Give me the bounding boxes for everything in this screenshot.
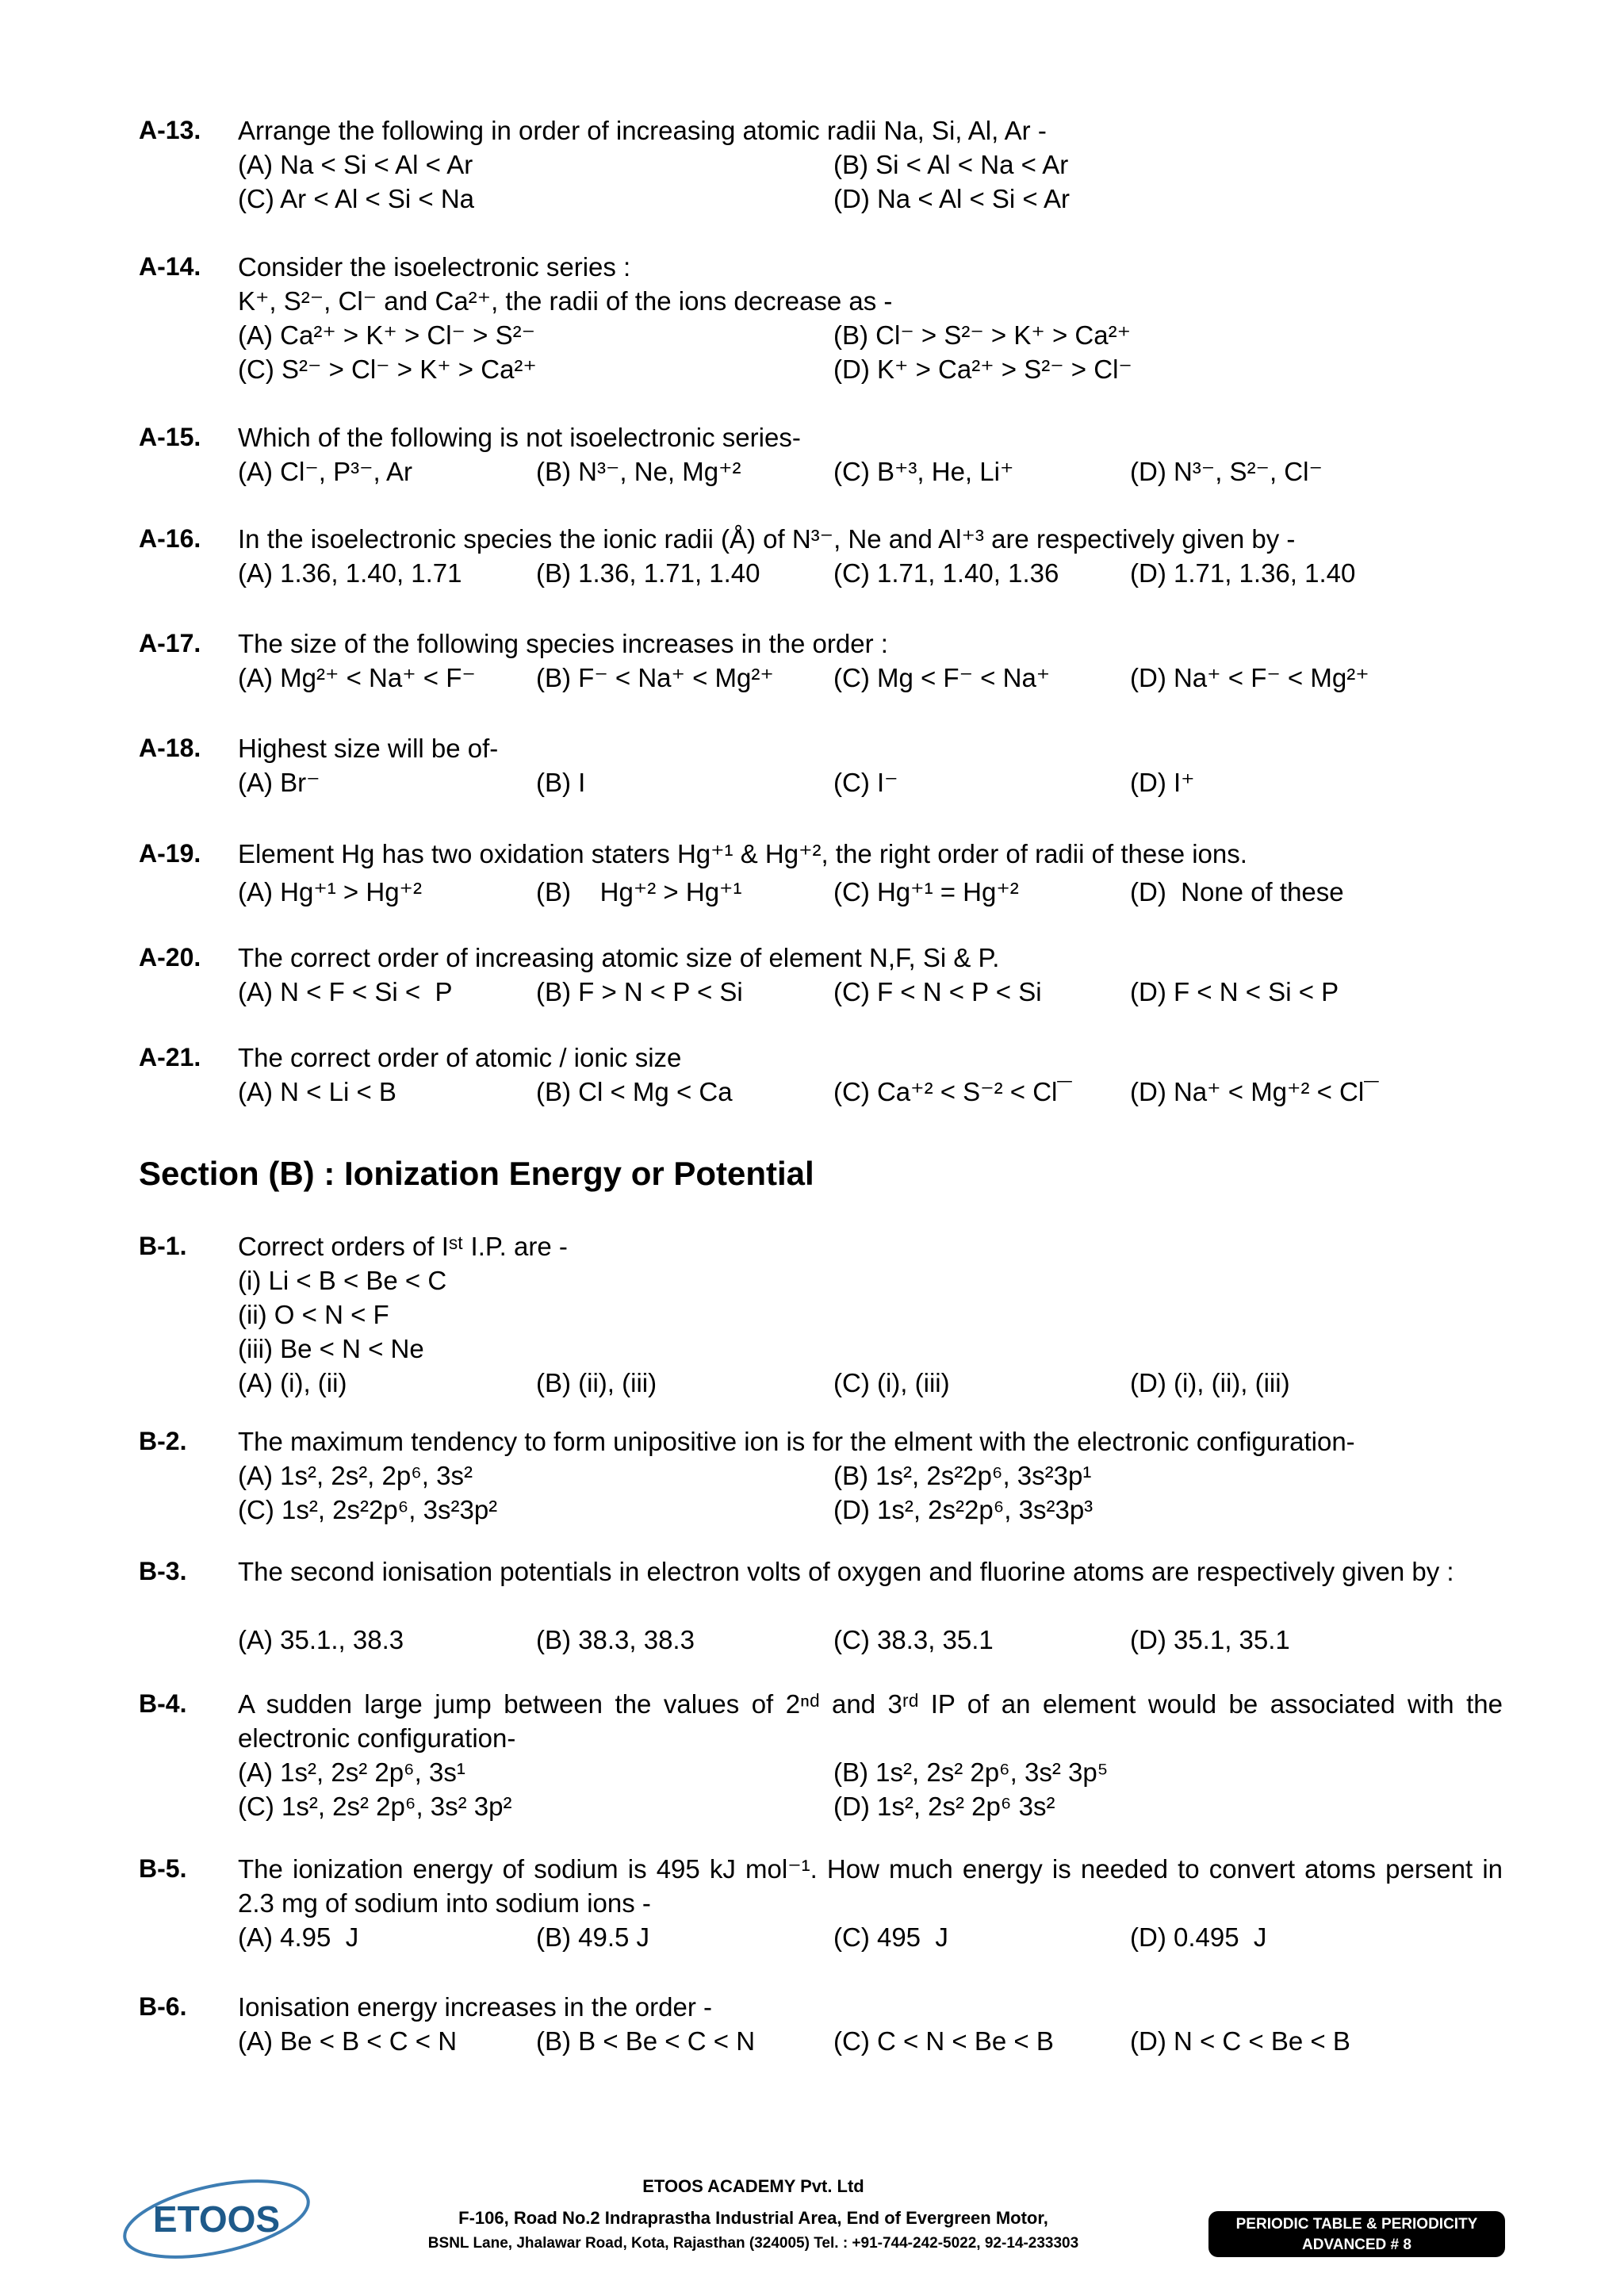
option-d: (D) Na⁺ < Mg⁺² < Cl¯ xyxy=(1130,1077,1379,1106)
question-number: A-13. xyxy=(139,116,201,144)
option-b: (B) I xyxy=(536,768,586,797)
question-number: B-5. xyxy=(139,1854,187,1883)
option-c: (C) 38.3, 35.1 xyxy=(833,1625,994,1654)
option-c: (C) F < N < P < Si xyxy=(833,977,1042,1006)
question-stem: The size of the following species increases in the order : xyxy=(238,629,888,658)
option-c: (C) B⁺³, He, Li⁺ xyxy=(833,457,1014,486)
option-d: (D) None of these xyxy=(1130,877,1344,907)
option-b: (B) 1s², 2s²2p⁶, 3s²3p¹ xyxy=(833,1461,1092,1490)
question-stem: The correct order of atomic / ionic size xyxy=(238,1043,682,1072)
question-stem: The ionization energy of sodium is 495 kJ mol⁻¹. How much energy is needed to convert atoms persent in 2.3 mg of sodium into sodium ions - xyxy=(238,1854,1503,1918)
option-a: (A) Cl⁻, P³⁻, Ar xyxy=(238,457,413,486)
question-number: A-19. xyxy=(139,839,201,868)
option-b: (B) 38.3, 38.3 xyxy=(536,1625,695,1654)
option-b: (B) (ii), (iii) xyxy=(536,1368,657,1397)
question-number: A-21. xyxy=(139,1043,201,1071)
question-stem-line: K⁺, S²⁻, Cl⁻ and Ca²⁺, the radii of the ions decrease as - xyxy=(238,286,893,316)
option-c: (C) Hg⁺¹ = Hg⁺² xyxy=(833,877,1019,907)
option-b: (B) 1.36, 1.71, 1.40 xyxy=(536,558,760,588)
option-a: (A) 1s², 2s² 2p⁶, 3s¹ xyxy=(238,1757,465,1787)
option-d: (D) K⁺ > Ca²⁺ > S²⁻ > Cl⁻ xyxy=(833,355,1132,384)
option-a: (A) Na < Si < Al < Ar xyxy=(238,150,473,179)
page-number: ADVANCED # 8 xyxy=(1302,2237,1411,2253)
question-number: A-18. xyxy=(139,734,201,762)
option-b: (B) Cl < Mg < Ca xyxy=(536,1077,733,1106)
question-stem: Ionisation energy increases in the order - xyxy=(238,1992,712,2022)
question-stem: The maximum tendency to form unipositive ion is for the elment with the electronic configuration- xyxy=(238,1427,1355,1456)
question-number: B-6. xyxy=(139,1992,187,2021)
question-number: B-1. xyxy=(139,1232,187,1260)
question-number: A-17. xyxy=(139,629,201,657)
question-number: B-4. xyxy=(139,1689,187,1718)
question-stem: In the isoelectronic species the ionic radii (Å) of N³⁻, Ne and Al⁺³ are respectively given by - xyxy=(238,524,1296,554)
option-a: (A) N < F < Si < P xyxy=(238,977,453,1006)
option-b: (B) 49.5 J xyxy=(536,1922,650,1952)
option-d: (D) 1s², 2s² 2p⁶ 3s² xyxy=(833,1792,1055,1821)
address-line-1: F-106, Road No.2 Indraprastha Industrial Area, End of Evergreen Motor, xyxy=(458,2208,1048,2228)
option-c: (C) I⁻ xyxy=(833,768,898,797)
question-number: B-2. xyxy=(139,1427,187,1455)
option-d: (D) F < N < Si < P xyxy=(1130,977,1339,1006)
option-c: (C) 1s², 2s²2p⁶, 3s²3p² xyxy=(238,1495,498,1524)
logo-swoosh-icon xyxy=(117,2173,316,2260)
option-d: (D) 35.1, 35.1 xyxy=(1130,1625,1290,1654)
statement-i: (i) Li < B < Be < C xyxy=(238,1266,447,1295)
option-d: (D) (i), (ii), (iii) xyxy=(1130,1368,1290,1397)
option-a: (A) (i), (ii) xyxy=(238,1368,347,1397)
etoos-logo xyxy=(117,2173,316,2260)
option-b: (B) Si < Al < Na < Ar xyxy=(833,150,1069,179)
question-stem: A sudden large jump between the values of 2ⁿᵈ and 3ʳᵈ IP of an element would be associated with the electronic configuration- xyxy=(238,1689,1503,1753)
option-b: (B) F⁻ < Na⁺ < Mg²⁺ xyxy=(536,663,774,692)
option-c: (C) C < N < Be < B xyxy=(833,2026,1054,2056)
question-stem: Which of the following is not isoelectronic series- xyxy=(238,423,801,452)
question-number: A-14. xyxy=(139,252,201,281)
option-a: (A) Mg²⁺ < Na⁺ < F⁻ xyxy=(238,663,476,692)
question-stem: Highest size will be of- xyxy=(238,734,499,763)
question-stem: The correct order of increasing atomic size of element N,F, Si & P. xyxy=(238,943,1000,972)
option-a: (A) Br⁻ xyxy=(238,768,320,797)
question-number: A-20. xyxy=(139,943,201,972)
option-b: (B) Hg⁺² > Hg⁺¹ xyxy=(536,877,742,907)
statement-iii: (iii) Be < N < Ne xyxy=(238,1334,424,1363)
option-d: (D) Na < Al < Si < Ar xyxy=(833,184,1071,213)
question-number: B-3. xyxy=(139,1557,187,1585)
statement-ii: (ii) O < N < F xyxy=(238,1300,389,1329)
option-d: (D) 1.71, 1.36, 1.40 xyxy=(1130,558,1356,588)
option-a: (A) 1.36, 1.40, 1.71 xyxy=(238,558,462,588)
chapter-badge xyxy=(1208,2211,1505,2257)
option-b: (B) F > N < P < Si xyxy=(536,977,743,1006)
option-c: (C) 495 J xyxy=(833,1922,948,1952)
option-c: (C) (i), (iii) xyxy=(833,1368,950,1397)
option-b: (B) B < Be < C < N xyxy=(536,2026,756,2056)
option-a: (A) Ca²⁺ > K⁺ > Cl⁻ > S²⁻ xyxy=(238,320,536,350)
option-a: (A) 4.95 J xyxy=(238,1922,359,1952)
option-d: (D) N < C < Be < B xyxy=(1130,2026,1350,2056)
option-a: (A) Hg⁺¹ > Hg⁺² xyxy=(238,877,422,907)
option-b: (B) Cl⁻ > S²⁻ > K⁺ > Ca²⁺ xyxy=(833,320,1132,350)
chapter-title: PERIODIC TABLE & PERIODICITY xyxy=(1235,2216,1478,2233)
option-d: (D) 1s², 2s²2p⁶, 3s²3p³ xyxy=(833,1495,1094,1524)
address-line-2: BSNL Lane, Jhalawar Road, Kota, Rajasthan (324005) Tel. : +91-744-242-5022, 92-14-233303 xyxy=(427,2235,1079,2252)
option-d: (D) I⁺ xyxy=(1130,768,1195,797)
option-c: (C) Ca⁺² < S⁻² < Cl¯ xyxy=(833,1077,1072,1106)
question-number: A-15. xyxy=(139,423,201,451)
question-stem: The second ionisation potentials in electron volts of oxygen and fluorine atoms are respectively given by : xyxy=(238,1557,1454,1586)
option-b: (B) N³⁻, Ne, Mg⁺² xyxy=(536,457,741,486)
question-number: A-16. xyxy=(139,524,201,553)
option-c: (C) 1s², 2s² 2p⁶, 3s² 3p² xyxy=(238,1792,512,1821)
question-stem: Consider the isoelectronic series : xyxy=(238,252,631,282)
company-name: ETOOS ACADEMY Pvt. Ltd xyxy=(642,2176,864,2196)
option-d: (D) N³⁻, S²⁻, Cl⁻ xyxy=(1130,457,1323,486)
option-a: (A) 1s², 2s², 2p⁶, 3s² xyxy=(238,1461,473,1490)
option-a: (A) Be < B < C < N xyxy=(238,2026,458,2056)
option-c: (C) S²⁻ > Cl⁻ > K⁺ > Ca²⁺ xyxy=(238,355,537,384)
option-c: (C) Ar < Al < Si < Na xyxy=(238,184,475,213)
question-stem: Correct orders of Iˢᵗ I.P. are - xyxy=(238,1232,568,1261)
option-c: (C) Mg < F⁻ < Na⁺ xyxy=(833,663,1051,692)
section-heading: Section (B) : Ionization Energy or Potential xyxy=(139,1155,814,1192)
question-stem: Element Hg has two oxidation staters Hg⁺¹ & Hg⁺², the right order of radii of these ions. xyxy=(238,839,1247,868)
option-b: (B) 1s², 2s² 2p⁶, 3s² 3p⁵ xyxy=(833,1757,1109,1787)
logo-text: ETOOS xyxy=(152,2198,281,2240)
option-d: (D) 0.495 J xyxy=(1130,1922,1267,1952)
option-a: (A) N < Li < B xyxy=(238,1077,396,1106)
option-c: (C) 1.71, 1.40, 1.36 xyxy=(833,558,1059,588)
question-stem: Arrange the following in order of increasing atomic radii Na, Si, Al, Ar - xyxy=(238,116,1047,145)
option-a: (A) 35.1., 38.3 xyxy=(238,1625,404,1654)
option-d: (D) Na⁺ < F⁻ < Mg²⁺ xyxy=(1130,663,1369,692)
